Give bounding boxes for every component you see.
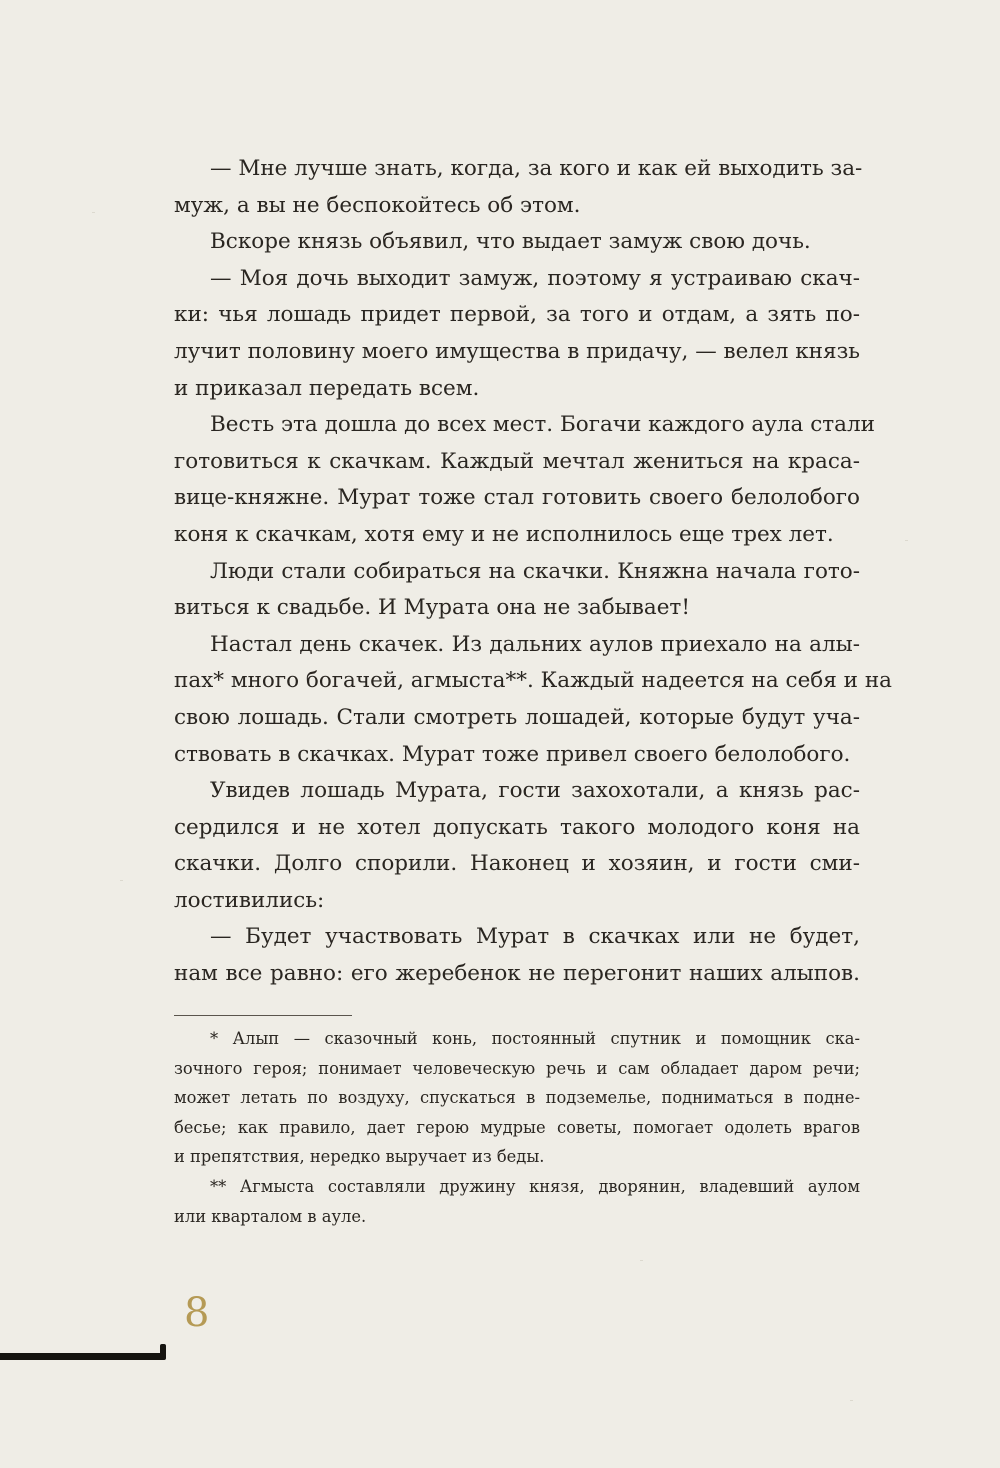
text-line: Вскоре князь объявил, что выдает замуж свою дочь. <box>210 229 811 255</box>
text-line: — Моя дочь выходит замуж, поэтому я устраиваю скач- <box>210 265 860 291</box>
text-line: свою лошадь. Стали смотреть лошадей, которые будут уча- <box>174 704 860 730</box>
text-line: ствовать в скачках. Мурат тоже привел своего белолобого. <box>174 741 851 767</box>
text-line: вице-княжне. Мурат тоже стал готовить своего белолобого <box>174 485 860 511</box>
footnote-line: или кварталом в ауле. <box>174 1206 367 1226</box>
text-line: Весть эта дошла до всех мест. Богачи каждого аула стали <box>210 412 875 438</box>
text-line: Люди стали собираться на скачки. Княжна начала гото- <box>210 558 860 584</box>
text-line: сердился и не хотел допускать такого молодого коня на <box>174 814 860 840</box>
page-number: 8 <box>184 1290 210 1336</box>
text-line: ки: чья лошадь придет первой, за того и отдам, а зять по- <box>174 302 860 328</box>
footnote-line: и препятствия, нередко выручает из беды. <box>174 1147 545 1167</box>
footnote-divider <box>174 1015 352 1016</box>
text-line: Настал день скачек. Из дальних аулов приехало на алы- <box>210 631 860 657</box>
paper-speck <box>120 880 123 881</box>
footnote-line: ** Агмыста составляли дружину князя, дворянин, владевший аулом <box>210 1176 860 1196</box>
paper-speck <box>92 212 95 213</box>
text-line: виться к свадьбе. И Мурата она не забывает! <box>174 595 690 621</box>
footnote-line: зочного героя; понимает человеческую речь и сам обладает даром речи; <box>174 1058 860 1078</box>
paper-speck <box>905 540 908 541</box>
text-line: лучит половину моего имущества в придачу, — велел князь <box>174 338 860 364</box>
page-edge-bar <box>0 1353 166 1360</box>
text-line: пах* много богачей, агмыста**. Каждый надеется на себя и на <box>174 668 892 694</box>
page-edge-bar-tick <box>160 1344 166 1360</box>
text-line: готовиться к скачкам. Каждый мечтал жениться на краса- <box>174 448 860 474</box>
text-line: лостивились: <box>174 887 325 913</box>
text-line: муж, а вы не беспокойтесь об этом. <box>174 192 581 218</box>
main-text <box>174 151 892 993</box>
footnote-line: бесье; как правило, дает герою мудрые советы, помогает одолеть врагов <box>174 1117 860 1137</box>
footnote-line: может летать по воздуху, спускаться в подземелье, подниматься в подне- <box>174 1088 860 1108</box>
text-line: и приказал передать всем. <box>174 375 480 401</box>
paper-speck <box>850 1400 853 1401</box>
paper-speck <box>640 1260 643 1261</box>
text-line: коня к скачкам, хотя ему и не исполнилось еще трех лет. <box>174 521 834 547</box>
footnote-line: * Алып — сказочный конь, постоянный спутник и помощник ска- <box>210 1029 860 1048</box>
text-line: нам все равно: его жеребенок не перегонит наших алыпов. <box>174 961 860 987</box>
text-line: — Мне лучше знать, когда, за кого и как ей выходить за- <box>210 156 863 181</box>
text-line: — Будет участвовать Мурат в скачках или не будет, <box>210 924 860 950</box>
text-line: скачки. Долго спорили. Наконец и хозяин, и гости сми- <box>174 851 860 877</box>
text-line: Увидев лошадь Мурата, гости захохотали, а князь рас- <box>210 778 860 804</box>
footnotes <box>174 1024 860 1231</box>
